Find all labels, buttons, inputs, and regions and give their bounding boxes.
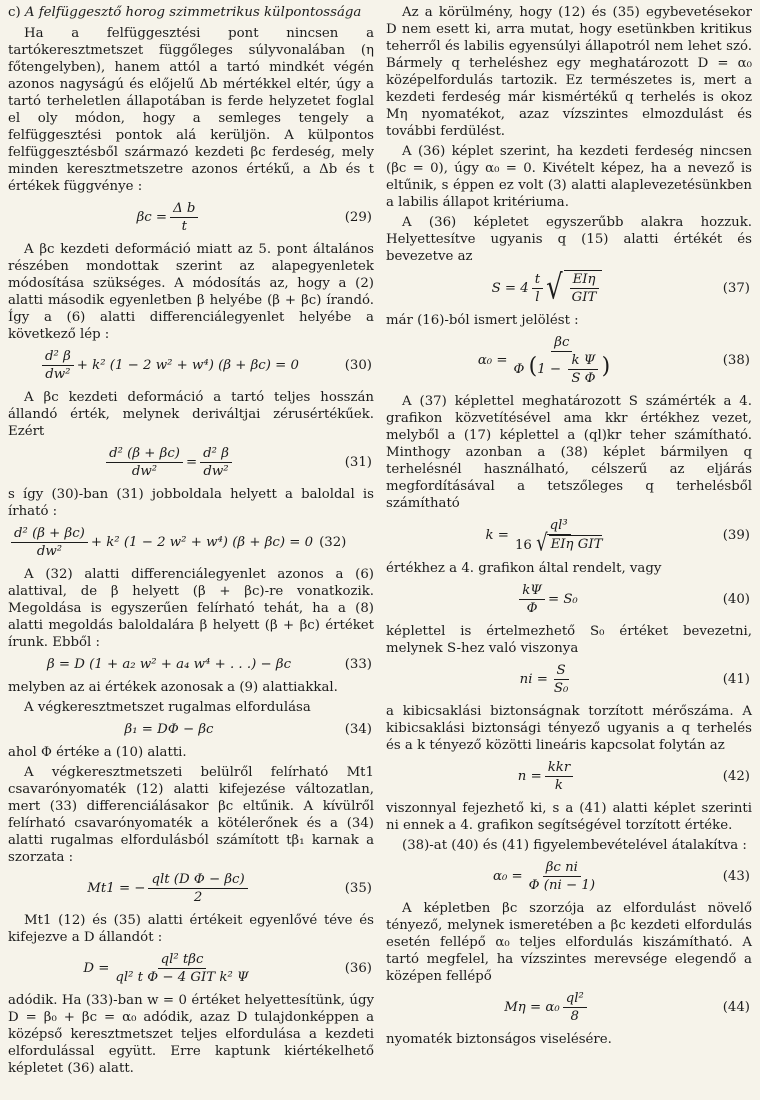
equation-41 (386, 662, 752, 697)
equation-number: (39) (722, 528, 750, 543)
paragraph: A végkeresztmetszet rugalmas elfordulása (24, 700, 311, 715)
equation-30 (8, 348, 374, 383)
left-column (8, 4, 374, 1080)
paragraph: (38)-at (40) és (41) figyelembevételével átalakítva : (402, 838, 747, 853)
equation-number: (35) (344, 881, 372, 896)
eq-lhs: α₀ = (477, 353, 508, 368)
equation-38 (386, 334, 752, 387)
denominator: l (535, 289, 540, 305)
paragraph: adódik. Ha (33)-ban w = 0 értéket helyettesítünk, úgy D = β₀ + βc = α₀ adódik, azaz D tulajdonképpen a középső keresztmetszet teljes elfordulása a kezdeti elfordulással együtt. Erre kaptunk kiértékelhető képletet (36) alatt. (8, 993, 374, 1076)
fraction (148, 871, 247, 906)
equation-32 (8, 525, 374, 560)
denominator: GIT (571, 290, 597, 305)
paragraph: A végkeresztmetszeti belülről felírható Mt1 csavarónyomaték (12) alatti kifejezése változatlan, mert (33) differenciálásakor βc eltűnik. A kívülről felírható csavarónyomaték a kötélerőnek és a (34) alatti rugalmas elfordulásból számított tβ₁ karnak a szorzata : (8, 765, 374, 865)
square-root: √ EIη GIT (536, 529, 603, 557)
equation-37 (386, 270, 752, 306)
equation-number: (42) (722, 769, 750, 784)
equation-33 (8, 656, 374, 673)
equation-number: (34) (344, 722, 372, 737)
eq-rest: + k² (1 − 2 w² + w⁴) (β + βc) = 0 (76, 358, 299, 373)
equation-36 (8, 951, 374, 986)
equation-number: (32) (319, 535, 347, 550)
square-root: √ $\frac{\text{EIη}}{\text{GIT}}$ (546, 270, 602, 306)
fraction (526, 859, 598, 894)
eq-lhs: D = (83, 961, 110, 976)
eq-lhs: n = (517, 769, 542, 784)
paragraph: Az a körülmény, hogy (12) és (35) egybevetésekor D nem esett ki, arra mutat, hogy esetünkben kritikus teherről és labilis egyensúlyi állapotról nem lehet szó. Bármely q terheléshez egy meghatározott D = α₀ középelfordulás tartozik. Ez természetes is, mert a kezdeti ferdeség már kismértékű q terhelés is okoz Mη nyomatékot, azaz vízszintes elmozdulást és további ferdülést. (386, 5, 752, 139)
fraction (532, 271, 543, 306)
denominator: S Φ (571, 371, 596, 386)
eq-body: β₁ = DΦ − βc (124, 722, 214, 737)
paragraph: A βc kezdeti deformáció a tartó teljes hosszán állandó érték, melynek deriváltjai zérusértékűek. Ezért (8, 390, 374, 439)
numerator: Δ b (170, 200, 198, 218)
equation-number: (44) (722, 1000, 750, 1015)
numerator: d² (β + βc) (106, 445, 183, 463)
section-heading (8, 4, 374, 21)
section-number: c) (8, 5, 21, 20)
fraction (512, 517, 606, 557)
eq-lhs: S = 4 (491, 280, 529, 296)
eq-body: β = D (1 + a₂ w² + a₄ w⁴ + . . .) − βc (46, 657, 292, 672)
paragraph: nyomaték biztonságos viselésére. (386, 1032, 612, 1047)
paragraph: a kibicsaklási biztonságnak torzított mérőszáma. A kibicsaklási biztonsági tényező ugyanis a q terhelés és a k tényező közötti lineáris kapcsolat folytán az (386, 704, 752, 753)
fraction (11, 525, 88, 560)
equation-number: (37) (722, 280, 750, 296)
eq-rest: + k² (1 − 2 w² + w⁴) (β + βc) = 0 (90, 535, 314, 550)
equals-sign: = (185, 455, 198, 470)
fraction (200, 445, 232, 480)
equation-29 (8, 200, 374, 235)
fraction (568, 352, 598, 387)
numerator: βc ni (543, 859, 581, 877)
fraction (519, 582, 545, 617)
paragraph: s így (30)-ban (31) jobboldala helyett a baloldal is írható : (8, 487, 374, 519)
paragraph: Mt1 (12) és (35) alatti értékeit egyenlővé téve és kifejezve a D állandót : (8, 913, 374, 945)
paragraph: A (32) alatti differenciálegyenlet azonos a (6) alattival, de β helyett (β + βc)-re vonatkozik. Megoldása is egyszerűen felírható tehát, ha a (8) alatti megoldás baloldalára β helyett (β + βc) értéket írunk. Ebből : (8, 567, 374, 650)
numerator: EIη (570, 271, 599, 289)
numerator: qlt (D Φ − βc) (148, 871, 247, 889)
paragraph: ahol Φ értéke a (10) alatti. (8, 745, 187, 760)
numerator: βc (551, 334, 572, 352)
denominator: 8 (570, 1009, 579, 1024)
eq-lhs: Mη = α₀ (504, 1000, 560, 1015)
paragraph: A (36) képletet egyszerűbb alakra hozzuk. Helyettesítve ugyanis q (15) alatti értékét és bevezetve az (386, 215, 752, 264)
eq-rest: = S₀ (547, 592, 578, 607)
paragraph: A (37) képlettel meghatározott S számérték a 4. grafikon közvetítésével ama kkr értékhez vezet, melyből a (17) képlettel a (ql)kr teher számítható. Minthogy azonban a (38) képlet bármilyen q terhelésnél használható, célszerű az eljárás megfordításával a tetszőleges q terhelésből számítható (386, 394, 752, 511)
denominator: Φ (1 − $\frac{\text{k Ψ}}{\text{S Φ}}$ ) (513, 353, 611, 386)
paragraph: már (16)-ból ismert jelölést : (386, 313, 579, 328)
denominator: dw² (36, 544, 63, 559)
paragraph: melyben az ai értékek azonosak a (9) alattiakkal. (8, 680, 338, 695)
denominator: Φ (ni − 1) (528, 878, 596, 893)
fraction (106, 445, 183, 480)
equation-number: (33) (344, 657, 372, 672)
equation-number: (31) (344, 455, 372, 470)
equation-number: (30) (344, 358, 372, 373)
numerator: t (532, 271, 543, 289)
eq-lhs: k = (485, 528, 509, 543)
equation-number: (40) (722, 592, 750, 607)
denominator: ql² t Φ − 4 GIT k² Ψ (115, 970, 249, 985)
equation-number: (41) (722, 672, 750, 687)
fraction (551, 662, 571, 697)
denominator: dw² (203, 464, 229, 479)
denominator: 2 (193, 890, 203, 905)
numerator: S (554, 662, 569, 680)
numerator: kkr (545, 759, 573, 777)
denominator: dw² (45, 367, 71, 382)
paragraph: képlettel is értelmezhető S₀ értéket bevezetni, melynek S-hez való viszonya (386, 624, 752, 656)
numerator: ql³ (547, 517, 571, 535)
numerator: d² (β + βc) (11, 525, 88, 543)
eq-lhs: ni = (519, 672, 548, 687)
numerator: d² β (42, 348, 74, 366)
denominator: S₀ (553, 681, 569, 696)
numerator: ql² tβc (158, 951, 207, 969)
equation-31 (8, 445, 374, 480)
eq-lhs: α₀ = (492, 869, 523, 884)
fraction (112, 951, 251, 986)
fraction (569, 271, 600, 306)
paragraph: A (36) képlet szerint, ha kezdeti ferdeség nincsen (βc = 0), úgy α₀ = 0. Kivételt képez, ha a nevező is eltűnik, s éppen ez volt (3) alatti alaplevezetésünkben a labilis állapot kritériuma. (386, 144, 752, 210)
fraction (170, 200, 198, 235)
fraction (545, 759, 573, 794)
equation-39 (386, 517, 752, 557)
numerator: d² β (200, 445, 232, 463)
right-column (386, 4, 752, 1051)
equation-35 (8, 871, 374, 906)
denominator: Φ (526, 601, 538, 616)
paragraph: Ha a felfüggesztési pont nincsen a tartókeresztmetszet függőleges súlyvonalában (η főtengelyben), hanem attól a tartó mindkét végén azonos nagyságú és előjelű Δb mértékkel eltér, úgy a tartó terheletlen állapotában is ferde helyzetet foglal el oly módon, hogy a semleges tengely a felfüggesztési pontok alá kerüljön. A külpontos felfüggesztésből származó kezdeti βc ferdeség, mely minden keresztmetszetre azonos értékű, a Δb és t értékek függvénye : (8, 26, 374, 194)
fraction (563, 990, 587, 1025)
paragraph: viszonnyal fejezhető ki, s a (41) alatti képlet szerinti ni ennek a 4. grafikon segítségével torzított értéke. (386, 801, 752, 833)
eq-lhs: βc = (136, 210, 168, 225)
equation-number: (29) (344, 210, 372, 225)
paragraph: A képletben βc szorzója az elfordulást növelő tényező, melynek ismeretében a βc kezdeti elfordulás esetén fellépő α₀ teljes elfordulás kiszámítható. A tartó megfelel, ha vízszintes merevsége elegendő a középen fellépő (386, 901, 752, 984)
paragraph: értékhez a 4. grafikon által rendelt, vagy (386, 561, 662, 576)
denominator: k (554, 778, 563, 793)
equation-number: (36) (344, 961, 372, 976)
denominator: dw² (131, 464, 158, 479)
equation-42 (386, 759, 752, 794)
denominator: t (181, 219, 187, 234)
section-title: A felfüggesztő horog szimmetrikus külpontossága (24, 5, 362, 20)
equation-43 (386, 859, 752, 894)
equation-44 (386, 990, 752, 1025)
fraction (42, 348, 74, 383)
equation-number: (38) (722, 353, 750, 368)
fraction (511, 334, 614, 387)
eq-lhs: Mt1 = − (87, 881, 146, 896)
numerator: ql² (563, 990, 587, 1008)
numerator: kΨ (519, 582, 545, 600)
equation-40 (386, 582, 752, 617)
numerator: k Ψ (568, 352, 598, 370)
paragraph: A βc kezdeti deformáció miatt az 5. pont általános részében mondottak szerint az alapegyenletek módosítása szükséges. A módosítás az, hogy a (2) alatti második egyenletben β helyébe (β + βc) írandó. Így a (6) alatti differenciálegyenlet helyébe a következő lép : (8, 242, 374, 342)
equation-number: (43) (722, 869, 750, 884)
denominator: 16 √ EIη GIT (514, 529, 603, 557)
equation-34 (8, 721, 374, 738)
